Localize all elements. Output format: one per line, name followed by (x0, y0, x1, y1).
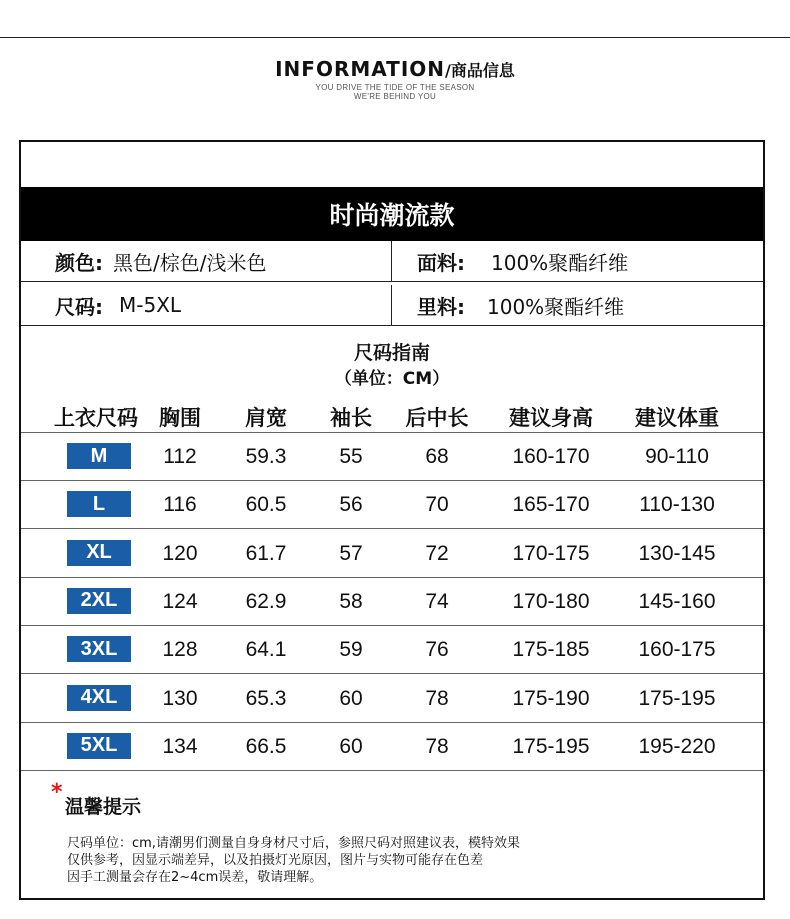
cell-weight: 90-110 (645, 445, 709, 468)
header-title (0, 57, 790, 81)
fabric-value: 100%聚酯纤维 (491, 250, 629, 275)
cell-weight: 145-160 (638, 589, 716, 613)
size-guide-unit: （单位：CM） (334, 369, 450, 389)
color-label: 颜色: (55, 250, 103, 275)
cell-weight: 160-175 (638, 638, 716, 662)
cell-weight: 195-220 (638, 734, 716, 758)
cell-chest: 134 (162, 734, 198, 758)
cell-chest: 124 (162, 589, 198, 613)
cell-height: 175-190 (512, 686, 590, 710)
info-row-color-fabric (21, 241, 763, 282)
cell-weight: 175-195 (638, 686, 716, 710)
cell-shoulder: 66.5 (245, 734, 287, 758)
cell-shoulder: 61.7 (245, 541, 287, 565)
cell-chest: 128 (162, 638, 198, 662)
cell-shoulder: 65.3 (245, 686, 287, 710)
cell-shoulder: 59.3 (245, 445, 287, 468)
cell-sleeve: 60 (339, 734, 363, 758)
size-badge: M (67, 443, 131, 469)
col-header-sleeve: 袖长 (330, 406, 372, 430)
header-subtitle-1: YOU DRIVE THE TIDE OF THE SEASON (315, 83, 475, 92)
size-badge: XL (67, 540, 131, 566)
col-header-back-length: 后中长 (405, 406, 469, 430)
cell-sleeve: 55 (339, 445, 363, 468)
color-value: 黑色/棕色/浅米色 (113, 250, 267, 275)
size-badge: L (67, 491, 131, 517)
info-divider (391, 241, 392, 281)
tips-line: 因手工测量会存在2~4cm误差，敬请理解。 (67, 870, 323, 885)
cell-shoulder: 60.5 (245, 493, 287, 517)
cell-shoulder: 64.1 (245, 638, 287, 662)
cell-chest: 112 (163, 445, 197, 468)
cell-back-length: 68 (425, 445, 449, 468)
product-info-panel (19, 140, 765, 900)
page-header (0, 57, 790, 101)
header-title-cn: /商品信息 (445, 61, 515, 80)
cell-back-length: 76 (425, 638, 449, 662)
cell-weight: 110-130 (639, 493, 715, 517)
cell-sleeve: 60 (339, 686, 363, 710)
size-badge: 4XL (67, 685, 131, 711)
table-row (21, 626, 763, 674)
cell-chest: 120 (162, 541, 198, 565)
tips-star: * (51, 780, 63, 805)
cell-height: 170-175 (512, 541, 590, 565)
size-guide-title: 尺码指南 (353, 342, 430, 364)
cell-back-length: 78 (425, 686, 449, 710)
cell-sleeve: 57 (339, 541, 363, 565)
cell-back-length: 72 (425, 541, 449, 565)
cell-height: 165-170 (512, 493, 590, 517)
cell-height: 175-195 (512, 734, 590, 758)
info-row-size-lining (21, 285, 763, 326)
col-header-shoulder: 肩宽 (245, 406, 287, 430)
row-divider (21, 770, 763, 771)
fabric-label: 面料: (417, 250, 465, 275)
table-row (21, 675, 763, 723)
tips-line: 仅供参考，因显示端差异，以及拍摄灯光原因，图片与实物可能存在色差 (67, 853, 484, 868)
col-header-weight: 建议体重 (635, 406, 719, 430)
size-cell (55, 285, 181, 325)
col-header-height: 建议身高 (509, 406, 593, 430)
cell-height: 175-185 (512, 638, 590, 662)
table-row (21, 530, 763, 578)
col-header-size: 上衣尺码 (54, 406, 138, 430)
table-row (21, 723, 763, 771)
cell-sleeve: 58 (339, 589, 363, 613)
table-row (21, 433, 763, 481)
cell-back-length: 78 (425, 734, 449, 758)
lining-label: 里料: (417, 294, 465, 319)
lining-value: 100%聚酯纤维 (487, 294, 625, 319)
tips-title: 温馨提示 (65, 796, 142, 818)
cell-height: 160-170 (512, 445, 590, 468)
size-value: M-5XL (119, 293, 182, 317)
color-cell (55, 241, 266, 281)
size-badge: 3XL (67, 636, 131, 662)
table-row (21, 481, 763, 529)
table-row (21, 578, 763, 626)
size-badge: 5XL (67, 733, 131, 759)
lining-cell (417, 285, 624, 325)
col-header-chest: 胸围 (159, 406, 201, 430)
cell-back-length: 74 (425, 589, 449, 613)
size-badge: 2XL (67, 588, 131, 614)
size-label: 尺码: (55, 294, 103, 319)
cell-height: 170-180 (512, 589, 590, 613)
fabric-cell (417, 241, 628, 281)
tips-body (67, 835, 520, 886)
info-divider (391, 285, 392, 325)
cell-weight: 130-145 (638, 541, 716, 565)
cell-shoulder: 62.9 (245, 589, 287, 613)
top-divider (0, 37, 790, 38)
cell-back-length: 70 (425, 493, 449, 517)
cell-sleeve: 59 (339, 638, 363, 662)
cell-sleeve: 56 (339, 493, 363, 517)
header-title-en: INFORMATION (275, 57, 446, 81)
tips-line: 尺码单位：cm,请潮男们测量自身身材尺寸后，参照尺码对照建议表，模特效果 (67, 836, 520, 851)
cell-chest: 130 (162, 686, 198, 710)
style-banner: 时尚潮流款 (21, 187, 763, 241)
cell-chest: 116 (163, 493, 197, 517)
header-subtitle-2: WE'RE BEHIND YOU (353, 92, 437, 101)
